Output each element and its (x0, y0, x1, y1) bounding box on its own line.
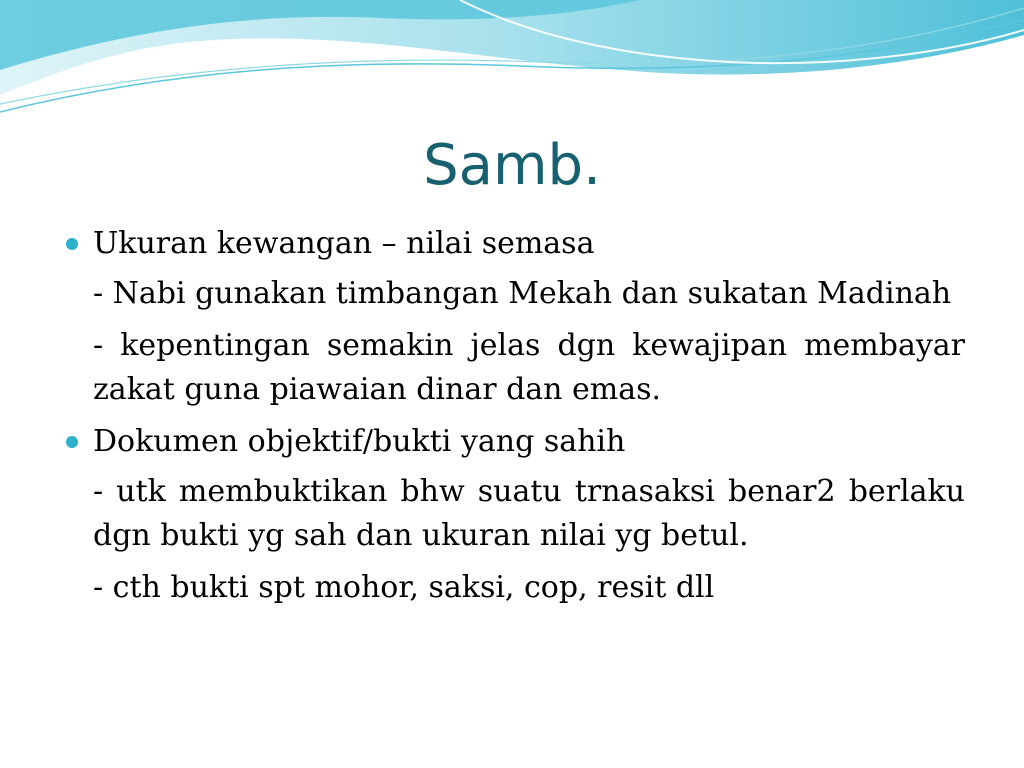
bullet-dot-icon (66, 436, 78, 448)
bullet-item (60, 222, 965, 266)
slide-title: Samb. (423, 133, 601, 198)
decorative-wave-header (0, 0, 1024, 130)
sub-point: - kepentingan semakin jelas dgn kewajipan membayar zakat guna piawaian dinar dan emas. (93, 328, 965, 407)
sub-point: - cth bukti spt mohor, saksi, cop, resit dll (93, 570, 715, 605)
bullet-dot-icon (66, 238, 78, 250)
bullet-text: Dokumen objektif/bukti yang sahih (93, 424, 626, 459)
bullet-item (60, 420, 965, 464)
sub-point: - utk membuktikan bhw suatu trnasaksi benar2 berlaku dgn bukti yg sah dan ukuran nilai yg betul. (93, 474, 965, 553)
slide-content (60, 222, 965, 618)
sub-point: - Nabi gunakan timbangan Mekah dan sukatan Madinah (93, 276, 952, 311)
bullet-text: Ukuran kewangan – nilai semasa (93, 226, 595, 261)
